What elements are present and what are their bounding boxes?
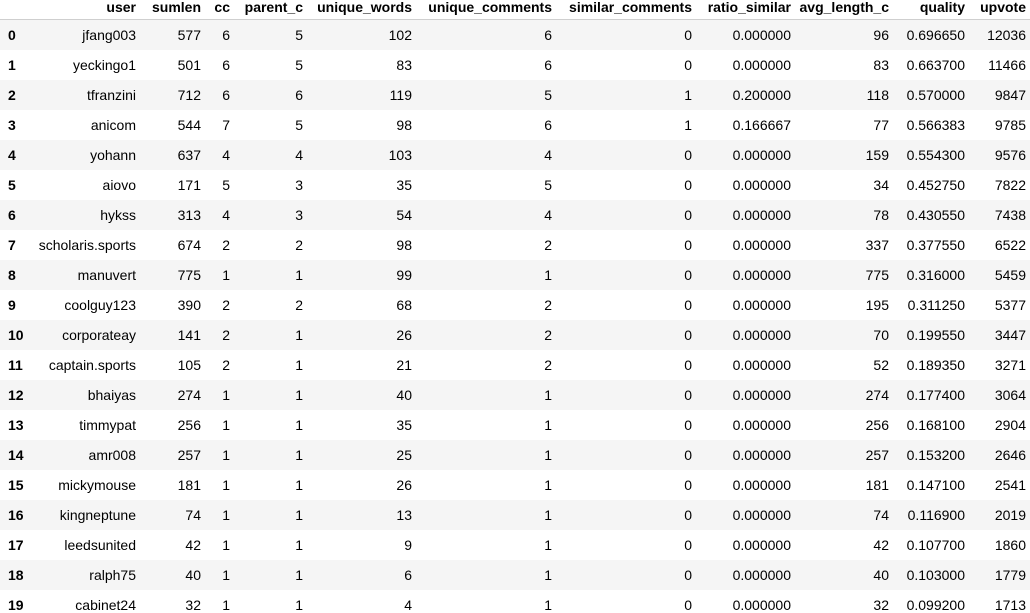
cell-sumlen: 637 bbox=[177, 146, 201, 163]
row-index: 17 bbox=[8, 536, 24, 553]
table-row bbox=[0, 530, 1030, 560]
cell-ratio-similar: 0.000000 bbox=[732, 236, 791, 253]
cell-quality: 0.107700 bbox=[906, 536, 965, 553]
cell-quality: 0.377550 bbox=[906, 236, 965, 253]
cell-cc: 1 bbox=[222, 506, 230, 523]
cell-avg-length-c: 34 bbox=[873, 176, 889, 193]
cell-sumlen: 256 bbox=[177, 416, 201, 433]
cell-ratio-similar: 0.166667 bbox=[732, 116, 791, 133]
cell-similar-comments: 0 bbox=[684, 476, 692, 493]
table-row bbox=[0, 20, 1030, 50]
cell-similar-comments: 0 bbox=[684, 296, 692, 313]
cell-avg-length-c: 83 bbox=[873, 56, 889, 73]
cell-sumlen: 775 bbox=[177, 266, 201, 283]
cell-cc: 7 bbox=[222, 116, 230, 133]
cell-avg-length-c: 52 bbox=[873, 356, 889, 373]
table-row bbox=[0, 140, 1030, 170]
cell-unique-words: 25 bbox=[396, 446, 412, 463]
cell-upvote: 11466 bbox=[988, 56, 1026, 73]
cell-unique-words: 4 bbox=[404, 596, 412, 613]
column-header-upvote: upvote bbox=[969, 0, 1030, 20]
cell-cc: 6 bbox=[222, 26, 230, 43]
cell-parent-c: 5 bbox=[295, 56, 303, 73]
cell-unique-words: 40 bbox=[396, 386, 412, 403]
cell-sumlen: 105 bbox=[177, 356, 201, 373]
cell-unique-comments: 6 bbox=[544, 116, 552, 133]
cell-upvote: 3447 bbox=[994, 326, 1026, 343]
cell-similar-comments: 0 bbox=[684, 56, 692, 73]
cell-cc: 1 bbox=[222, 536, 230, 553]
cell-sumlen: 274 bbox=[177, 386, 201, 403]
row-index: 3 bbox=[8, 116, 16, 133]
cell-parent-c: 1 bbox=[295, 446, 303, 463]
cell-quality: 0.168100 bbox=[906, 416, 965, 433]
cell-user: captain.sports bbox=[48, 356, 136, 373]
cell-upvote: 3064 bbox=[994, 386, 1026, 403]
cell-avg-length-c: 77 bbox=[873, 116, 889, 133]
cell-similar-comments: 0 bbox=[684, 566, 692, 583]
cell-sumlen: 390 bbox=[177, 296, 201, 313]
cell-unique-comments: 6 bbox=[544, 56, 552, 73]
cell-parent-c: 2 bbox=[295, 236, 303, 253]
cell-cc: 2 bbox=[222, 236, 230, 253]
cell-quality: 0.199550 bbox=[906, 326, 965, 343]
cell-unique-comments: 1 bbox=[544, 386, 552, 403]
cell-sumlen: 577 bbox=[177, 26, 201, 43]
cell-quality: 0.311250 bbox=[907, 296, 965, 313]
cell-unique-words: 102 bbox=[388, 26, 412, 43]
cell-quality: 0.099200 bbox=[906, 596, 965, 613]
row-index: 4 bbox=[8, 146, 16, 163]
cell-cc: 4 bbox=[222, 146, 230, 163]
cell-parent-c: 5 bbox=[295, 116, 303, 133]
cell-ratio-similar: 0.000000 bbox=[732, 176, 791, 193]
cell-upvote: 1713 bbox=[994, 596, 1026, 613]
cell-quality: 0.147100 bbox=[906, 476, 965, 493]
cell-unique-words: 35 bbox=[396, 176, 412, 193]
cell-ratio-similar: 0.000000 bbox=[732, 566, 791, 583]
table-row bbox=[0, 320, 1030, 350]
cell-similar-comments: 0 bbox=[684, 266, 692, 283]
cell-ratio-similar: 0.000000 bbox=[732, 446, 791, 463]
cell-quality: 0.189350 bbox=[906, 356, 965, 373]
row-index: 7 bbox=[8, 236, 16, 253]
cell-ratio-similar: 0.000000 bbox=[732, 596, 791, 613]
cell-ratio-similar: 0.000000 bbox=[732, 416, 791, 433]
cell-ratio-similar: 0.000000 bbox=[732, 146, 791, 163]
cell-similar-comments: 0 bbox=[684, 326, 692, 343]
cell-upvote: 2646 bbox=[994, 446, 1026, 463]
cell-similar-comments: 1 bbox=[684, 116, 692, 133]
column-header-ratio-similar: ratio_similar bbox=[696, 0, 795, 20]
cell-unique-words: 99 bbox=[396, 266, 412, 283]
cell-unique-words: 9 bbox=[404, 536, 412, 553]
row-index: 8 bbox=[8, 266, 16, 283]
cell-unique-words: 26 bbox=[396, 476, 412, 493]
cell-similar-comments: 0 bbox=[684, 506, 692, 523]
cell-parent-c: 1 bbox=[295, 266, 303, 283]
cell-upvote: 7438 bbox=[994, 206, 1026, 223]
column-header-quality: quality bbox=[893, 0, 969, 20]
cell-unique-comments: 1 bbox=[544, 266, 552, 283]
cell-quality: 0.430550 bbox=[906, 206, 965, 223]
column-header-unique-comments: unique_comments bbox=[416, 0, 556, 20]
cell-similar-comments: 0 bbox=[684, 206, 692, 223]
cell-quality: 0.316000 bbox=[906, 266, 965, 283]
cell-avg-length-c: 74 bbox=[873, 506, 889, 523]
table-header bbox=[0, 0, 1030, 20]
table-row bbox=[0, 110, 1030, 140]
cell-unique-comments: 2 bbox=[544, 296, 552, 313]
cell-unique-comments: 1 bbox=[544, 476, 552, 493]
row-index: 13 bbox=[8, 416, 24, 433]
row-index: 19 bbox=[8, 596, 24, 613]
cell-unique-words: 83 bbox=[396, 56, 412, 73]
cell-parent-c: 1 bbox=[295, 386, 303, 403]
cell-avg-length-c: 70 bbox=[873, 326, 889, 343]
cell-sumlen: 141 bbox=[177, 326, 201, 343]
cell-quality: 0.116900 bbox=[907, 506, 965, 523]
row-index: 6 bbox=[8, 206, 16, 223]
cell-parent-c: 1 bbox=[295, 506, 303, 523]
cell-upvote: 2541 bbox=[994, 476, 1026, 493]
cell-parent-c: 4 bbox=[295, 146, 303, 163]
cell-avg-length-c: 337 bbox=[865, 236, 889, 253]
table-row bbox=[0, 380, 1030, 410]
cell-upvote: 9847 bbox=[994, 86, 1026, 103]
cell-sumlen: 313 bbox=[177, 206, 201, 223]
cell-ratio-similar: 0.000000 bbox=[732, 56, 791, 73]
cell-similar-comments: 0 bbox=[684, 236, 692, 253]
cell-quality: 0.452750 bbox=[906, 176, 965, 193]
cell-user: corporateay bbox=[62, 326, 136, 343]
cell-unique-words: 6 bbox=[404, 566, 412, 583]
cell-parent-c: 1 bbox=[295, 566, 303, 583]
table-row bbox=[0, 500, 1030, 530]
cell-upvote: 7822 bbox=[994, 176, 1026, 193]
cell-sumlen: 544 bbox=[177, 116, 201, 133]
table-row bbox=[0, 560, 1030, 590]
cell-cc: 1 bbox=[222, 476, 230, 493]
cell-user: coolguy123 bbox=[64, 296, 136, 313]
cell-ratio-similar: 0.000000 bbox=[732, 386, 791, 403]
cell-sumlen: 74 bbox=[185, 506, 201, 523]
cell-sumlen: 40 bbox=[185, 566, 201, 583]
cell-similar-comments: 0 bbox=[684, 176, 692, 193]
cell-unique-comments: 4 bbox=[544, 146, 552, 163]
cell-similar-comments: 0 bbox=[684, 446, 692, 463]
cell-sumlen: 674 bbox=[177, 236, 201, 253]
cell-similar-comments: 0 bbox=[684, 356, 692, 373]
index-header bbox=[0, 0, 30, 20]
cell-user: jfang003 bbox=[82, 26, 136, 43]
cell-unique-comments: 5 bbox=[544, 176, 552, 193]
cell-unique-comments: 1 bbox=[544, 536, 552, 553]
cell-user: yeckingo1 bbox=[72, 56, 136, 73]
cell-parent-c: 1 bbox=[295, 596, 303, 613]
cell-sumlen: 712 bbox=[177, 86, 201, 103]
cell-similar-comments: 0 bbox=[684, 536, 692, 553]
cell-sumlen: 42 bbox=[185, 536, 201, 553]
cell-unique-words: 35 bbox=[396, 416, 412, 433]
cell-cc: 5 bbox=[222, 176, 230, 193]
table-row bbox=[0, 170, 1030, 200]
table-row bbox=[0, 590, 1030, 613]
table-row bbox=[0, 290, 1030, 320]
cell-avg-length-c: 159 bbox=[865, 146, 889, 163]
cell-parent-c: 1 bbox=[295, 326, 303, 343]
cell-upvote: 2904 bbox=[994, 416, 1026, 433]
cell-ratio-similar: 0.000000 bbox=[732, 206, 791, 223]
cell-user: bhaiyas bbox=[87, 386, 136, 403]
cell-unique-comments: 6 bbox=[544, 26, 552, 43]
cell-cc: 6 bbox=[222, 56, 230, 73]
table-row bbox=[0, 230, 1030, 260]
column-header-avg-length-c: avg_length_c bbox=[795, 0, 893, 20]
cell-cc: 2 bbox=[222, 326, 230, 343]
cell-user: aiovo bbox=[102, 176, 136, 193]
cell-cc: 1 bbox=[222, 596, 230, 613]
cell-parent-c: 6 bbox=[295, 86, 303, 103]
cell-upvote: 9576 bbox=[994, 146, 1026, 163]
row-index: 12 bbox=[8, 386, 24, 403]
cell-ratio-similar: 0.000000 bbox=[732, 356, 791, 373]
table-row bbox=[0, 350, 1030, 380]
cell-upvote: 1860 bbox=[994, 536, 1026, 553]
cell-upvote: 3271 bbox=[994, 356, 1026, 373]
header-row bbox=[0, 0, 1030, 20]
row-index: 15 bbox=[8, 476, 24, 493]
cell-user: manuvert bbox=[77, 266, 136, 283]
cell-avg-length-c: 256 bbox=[865, 416, 889, 433]
row-index: 16 bbox=[8, 506, 24, 523]
cell-user: yohann bbox=[90, 146, 136, 163]
cell-unique-comments: 2 bbox=[544, 326, 552, 343]
cell-user: hykss bbox=[100, 206, 136, 223]
cell-unique-comments: 2 bbox=[544, 236, 552, 253]
cell-avg-length-c: 40 bbox=[873, 566, 889, 583]
cell-avg-length-c: 181 bbox=[865, 476, 889, 493]
cell-unique-words: 21 bbox=[396, 356, 412, 373]
cell-upvote: 2019 bbox=[994, 506, 1026, 523]
cell-similar-comments: 0 bbox=[684, 596, 692, 613]
column-header-unique-words: unique_words bbox=[307, 0, 416, 20]
cell-unique-comments: 1 bbox=[544, 446, 552, 463]
cell-user: leedsunited bbox=[64, 536, 136, 553]
cell-sumlen: 171 bbox=[177, 176, 201, 193]
cell-cc: 2 bbox=[222, 296, 230, 313]
table-row bbox=[0, 440, 1030, 470]
cell-parent-c: 3 bbox=[295, 176, 303, 193]
cell-avg-length-c: 257 bbox=[865, 446, 889, 463]
cell-similar-comments: 0 bbox=[684, 416, 692, 433]
cell-avg-length-c: 274 bbox=[865, 386, 889, 403]
table-row bbox=[0, 80, 1030, 110]
cell-upvote: 12036 bbox=[987, 26, 1026, 43]
cell-quality: 0.177400 bbox=[906, 386, 965, 403]
table-row bbox=[0, 260, 1030, 290]
cell-cc: 4 bbox=[222, 206, 230, 223]
cell-quality: 0.103000 bbox=[906, 566, 965, 583]
cell-parent-c: 2 bbox=[295, 296, 303, 313]
cell-unique-comments: 5 bbox=[544, 86, 552, 103]
cell-quality: 0.566383 bbox=[906, 116, 965, 133]
cell-unique-words: 54 bbox=[396, 206, 412, 223]
cell-unique-comments: 1 bbox=[544, 566, 552, 583]
cell-cc: 1 bbox=[222, 446, 230, 463]
cell-user: mickymouse bbox=[58, 476, 136, 493]
cell-cc: 1 bbox=[222, 416, 230, 433]
row-index: 5 bbox=[8, 176, 16, 193]
column-header-similar-comments: similar_comments bbox=[556, 0, 696, 20]
cell-similar-comments: 0 bbox=[684, 146, 692, 163]
cell-cc: 6 bbox=[222, 86, 230, 103]
cell-ratio-similar: 0.000000 bbox=[732, 506, 791, 523]
cell-parent-c: 1 bbox=[295, 356, 303, 373]
cell-user: cabinet24 bbox=[75, 596, 136, 613]
row-index: 2 bbox=[8, 86, 16, 103]
cell-user: amr008 bbox=[88, 446, 136, 463]
cell-user: anicom bbox=[90, 116, 136, 133]
cell-user: ralph75 bbox=[89, 566, 136, 583]
cell-avg-length-c: 195 bbox=[865, 296, 889, 313]
row-index: 9 bbox=[8, 296, 16, 313]
cell-parent-c: 5 bbox=[295, 26, 303, 43]
cell-cc: 1 bbox=[222, 266, 230, 283]
cell-similar-comments: 0 bbox=[684, 386, 692, 403]
table-row bbox=[0, 200, 1030, 230]
cell-cc: 1 bbox=[222, 566, 230, 583]
cell-ratio-similar: 0.000000 bbox=[732, 326, 791, 343]
row-index: 14 bbox=[8, 446, 24, 463]
row-index: 0 bbox=[8, 26, 16, 43]
cell-avg-length-c: 118 bbox=[866, 86, 889, 103]
cell-ratio-similar: 0.200000 bbox=[732, 86, 791, 103]
cell-user: timmypat bbox=[79, 416, 136, 433]
cell-parent-c: 1 bbox=[295, 536, 303, 553]
cell-unique-comments: 4 bbox=[544, 206, 552, 223]
cell-cc: 1 bbox=[222, 386, 230, 403]
cell-quality: 0.554300 bbox=[906, 146, 965, 163]
cell-user: tfranzini bbox=[86, 86, 136, 103]
cell-unique-words: 13 bbox=[396, 506, 412, 523]
table-row bbox=[0, 50, 1030, 80]
row-index: 18 bbox=[8, 566, 24, 583]
cell-sumlen: 32 bbox=[185, 596, 201, 613]
cell-upvote: 1779 bbox=[994, 566, 1026, 583]
cell-unique-words: 98 bbox=[396, 236, 412, 253]
cell-user: scholaris.sports bbox=[38, 236, 136, 253]
cell-ratio-similar: 0.000000 bbox=[732, 266, 791, 283]
cell-similar-comments: 0 bbox=[684, 26, 692, 43]
cell-avg-length-c: 42 bbox=[873, 536, 889, 553]
cell-avg-length-c: 96 bbox=[873, 26, 889, 43]
cell-unique-comments: 1 bbox=[544, 506, 552, 523]
cell-ratio-similar: 0.000000 bbox=[732, 536, 791, 553]
cell-parent-c: 1 bbox=[295, 416, 303, 433]
row-index: 1 bbox=[8, 56, 16, 73]
cell-upvote: 6522 bbox=[994, 236, 1026, 253]
cell-unique-words: 68 bbox=[396, 296, 412, 313]
table-row bbox=[0, 470, 1030, 500]
column-header-cc: cc bbox=[205, 0, 234, 20]
cell-unique-words: 26 bbox=[396, 326, 412, 343]
cell-upvote: 9785 bbox=[994, 116, 1026, 133]
cell-ratio-similar: 0.000000 bbox=[732, 476, 791, 493]
column-header-parent-c: parent_c bbox=[234, 0, 307, 20]
cell-similar-comments: 1 bbox=[684, 86, 692, 103]
table-row bbox=[0, 410, 1030, 440]
cell-unique-comments: 1 bbox=[544, 596, 552, 613]
cell-upvote: 5377 bbox=[994, 296, 1026, 313]
cell-sumlen: 501 bbox=[177, 56, 201, 73]
cell-quality: 0.153200 bbox=[906, 446, 965, 463]
column-header-user: user bbox=[30, 0, 140, 20]
cell-unique-words: 119 bbox=[389, 86, 412, 103]
cell-upvote: 5459 bbox=[994, 266, 1026, 283]
cell-quality: 0.570000 bbox=[906, 86, 965, 103]
cell-sumlen: 181 bbox=[177, 476, 201, 493]
cell-user: kingneptune bbox=[59, 506, 136, 523]
cell-avg-length-c: 775 bbox=[865, 266, 889, 283]
cell-cc: 2 bbox=[222, 356, 230, 373]
cell-unique-words: 103 bbox=[388, 146, 412, 163]
cell-unique-comments: 2 bbox=[544, 356, 552, 373]
table-body bbox=[0, 20, 1030, 613]
row-index: 10 bbox=[8, 326, 24, 343]
cell-sumlen: 257 bbox=[177, 446, 201, 463]
cell-unique-comments: 1 bbox=[544, 416, 552, 433]
cell-unique-words: 98 bbox=[396, 116, 412, 133]
cell-avg-length-c: 78 bbox=[873, 206, 889, 223]
cell-quality: 0.663700 bbox=[906, 56, 965, 73]
column-header-sumlen: sumlen bbox=[140, 0, 205, 20]
cell-ratio-similar: 0.000000 bbox=[732, 26, 791, 43]
cell-quality: 0.696650 bbox=[906, 26, 965, 43]
cell-ratio-similar: 0.000000 bbox=[732, 296, 791, 313]
row-index: 11 bbox=[8, 356, 23, 373]
cell-parent-c: 1 bbox=[295, 476, 303, 493]
cell-parent-c: 3 bbox=[295, 206, 303, 223]
cell-avg-length-c: 32 bbox=[873, 596, 889, 613]
